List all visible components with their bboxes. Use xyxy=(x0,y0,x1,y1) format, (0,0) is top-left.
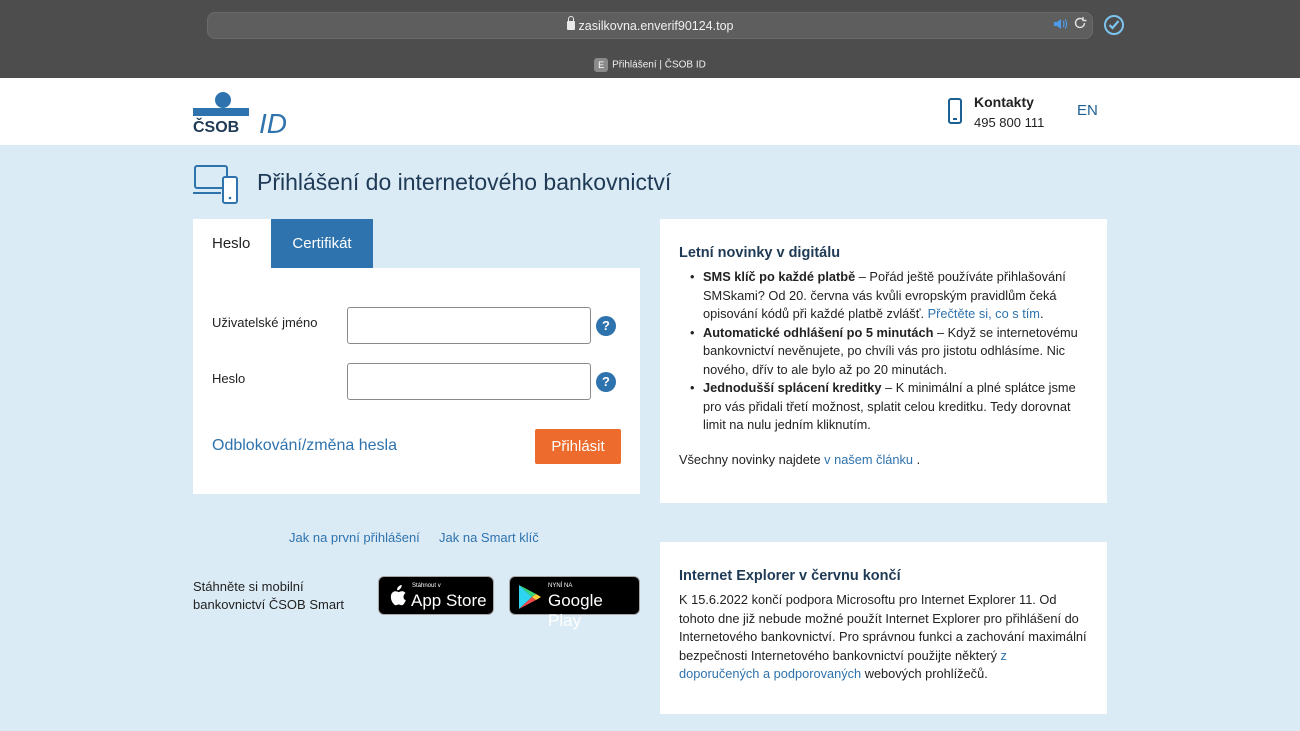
news-item-heading: Jednodušší splácení kreditky xyxy=(703,380,882,395)
news-item-text: – K minimální a plné splátce jsme pro vás přidali třetí možnost, splatit celou kreditku. Tedy dorovnat limit na nulu jedním kliknutím. xyxy=(703,380,1076,432)
news-item-heading: Automatické odhlášení po 5 minutách xyxy=(703,324,934,340)
phone-icon xyxy=(948,98,962,124)
smart-key-link[interactable]: Jak na Smart klíč xyxy=(439,530,539,545)
news-item xyxy=(703,268,1088,324)
news-title: Letní novinky v digitálu xyxy=(679,245,841,261)
site-header xyxy=(0,78,1300,145)
news-item-heading: SMS klíč po každé platbě xyxy=(703,269,856,284)
tab-title: Přihlášení | ČSOB ID xyxy=(612,59,706,71)
news-panel xyxy=(660,219,1107,503)
tab-password[interactable]: Heslo xyxy=(193,219,271,268)
news-footer-text: Všechny novinky najdete xyxy=(679,451,825,467)
login-button[interactable]: Přihlásit xyxy=(535,429,621,464)
page-title: Přihlášení do internetového bankovnictví xyxy=(257,169,672,195)
ie-body: K 15.6.2022 končí podpora Microsoftu pro Internet Explorer 11. Od tohoto dne již nebude možné použít Internet Explorer pro přihlášení do Internetového bankovnictví. Pro správnou funkci a zachování maximální bezpečnosti Internetového bankovnictví použijte některý xyxy=(679,592,1087,663)
googleplay-small-text: NYNÍ NA xyxy=(548,583,573,589)
username-help-icon[interactable]: ? xyxy=(596,316,616,336)
password-help-icon[interactable]: ? xyxy=(596,372,616,392)
ie-tail: webových prohlížečů. xyxy=(861,666,988,681)
ie-title: Internet Explorer v červnu končí xyxy=(679,568,901,584)
devices-icon xyxy=(193,163,239,205)
unlock-password-link[interactable]: Odblokování/změna hesla xyxy=(212,437,397,454)
apple-icon xyxy=(387,585,407,607)
logo-text: ČSOB xyxy=(193,119,240,135)
login-panel xyxy=(193,268,640,494)
news-footer xyxy=(679,452,1088,467)
news-footer-tail: . xyxy=(913,451,921,467)
check-icon[interactable] xyxy=(1103,14,1125,36)
csob-id-logo[interactable] xyxy=(193,90,293,135)
contacts-title[interactable]: Kontakty xyxy=(974,94,1034,110)
favicon-icon: E xyxy=(594,58,608,72)
download-text: Stáhněte si mobilní bankovnictví ČSOB Smart xyxy=(193,579,344,612)
appstore-big-text: App Store xyxy=(411,591,487,610)
lock-icon xyxy=(567,21,575,30)
password-input[interactable] xyxy=(347,363,591,400)
news-item-tail: . xyxy=(1039,306,1044,321)
news-item-text: – Když se internetovému bankovnictví nevěnujete, po chvíli vás pro jistotu odhlásíme. Nic nového, dřív to ale bylo až po 20 minutách. xyxy=(703,324,1078,377)
username-input[interactable] xyxy=(347,307,591,344)
news-item xyxy=(703,379,1088,435)
news-list xyxy=(679,268,1088,435)
reload-icon[interactable] xyxy=(1073,16,1089,32)
news-item xyxy=(703,324,1088,380)
google-play-icon xyxy=(518,584,542,610)
language-switch[interactable]: EN xyxy=(1077,102,1098,119)
ie-notice-panel xyxy=(660,542,1107,714)
logo-id: ID xyxy=(259,108,287,135)
google-play-button[interactable] xyxy=(509,576,640,630)
browser-chrome xyxy=(0,0,1300,78)
ie-text xyxy=(679,591,1088,684)
news-read-more-link[interactable]: Přečtěte si, co s tím xyxy=(927,306,1040,321)
url-text: zasilkovna.enverif90124.top xyxy=(578,19,734,33)
username-label: Uživatelské jméno xyxy=(212,315,318,330)
supported-browsers-link[interactable]: z doporučených a podporovaných xyxy=(679,647,1007,681)
password-label: Heslo xyxy=(212,371,246,386)
speaker-icon[interactable] xyxy=(1052,17,1068,33)
address-bar[interactable] xyxy=(207,12,1093,39)
contacts-number[interactable]: 495 800 111 xyxy=(974,115,1045,130)
browser-tab[interactable] xyxy=(0,58,1300,72)
appstore-small-text: Stáhnout v xyxy=(412,583,441,589)
googleplay-big-text: Google Play xyxy=(548,591,603,630)
news-article-link[interactable]: v našem článku xyxy=(824,451,914,467)
news-item-text: – Pořád ještě používáte přihlašování SMSkami? Od 20. června vás kvůli evropským pravidlům čeká opisování kódů při každé platbě zvlášť. xyxy=(703,269,1066,321)
url-display xyxy=(208,19,1092,33)
app-store-button[interactable] xyxy=(378,576,494,615)
first-login-link[interactable]: Jak na první přihlášení xyxy=(289,530,420,545)
tab-certificate[interactable]: Certifikát xyxy=(271,219,373,268)
